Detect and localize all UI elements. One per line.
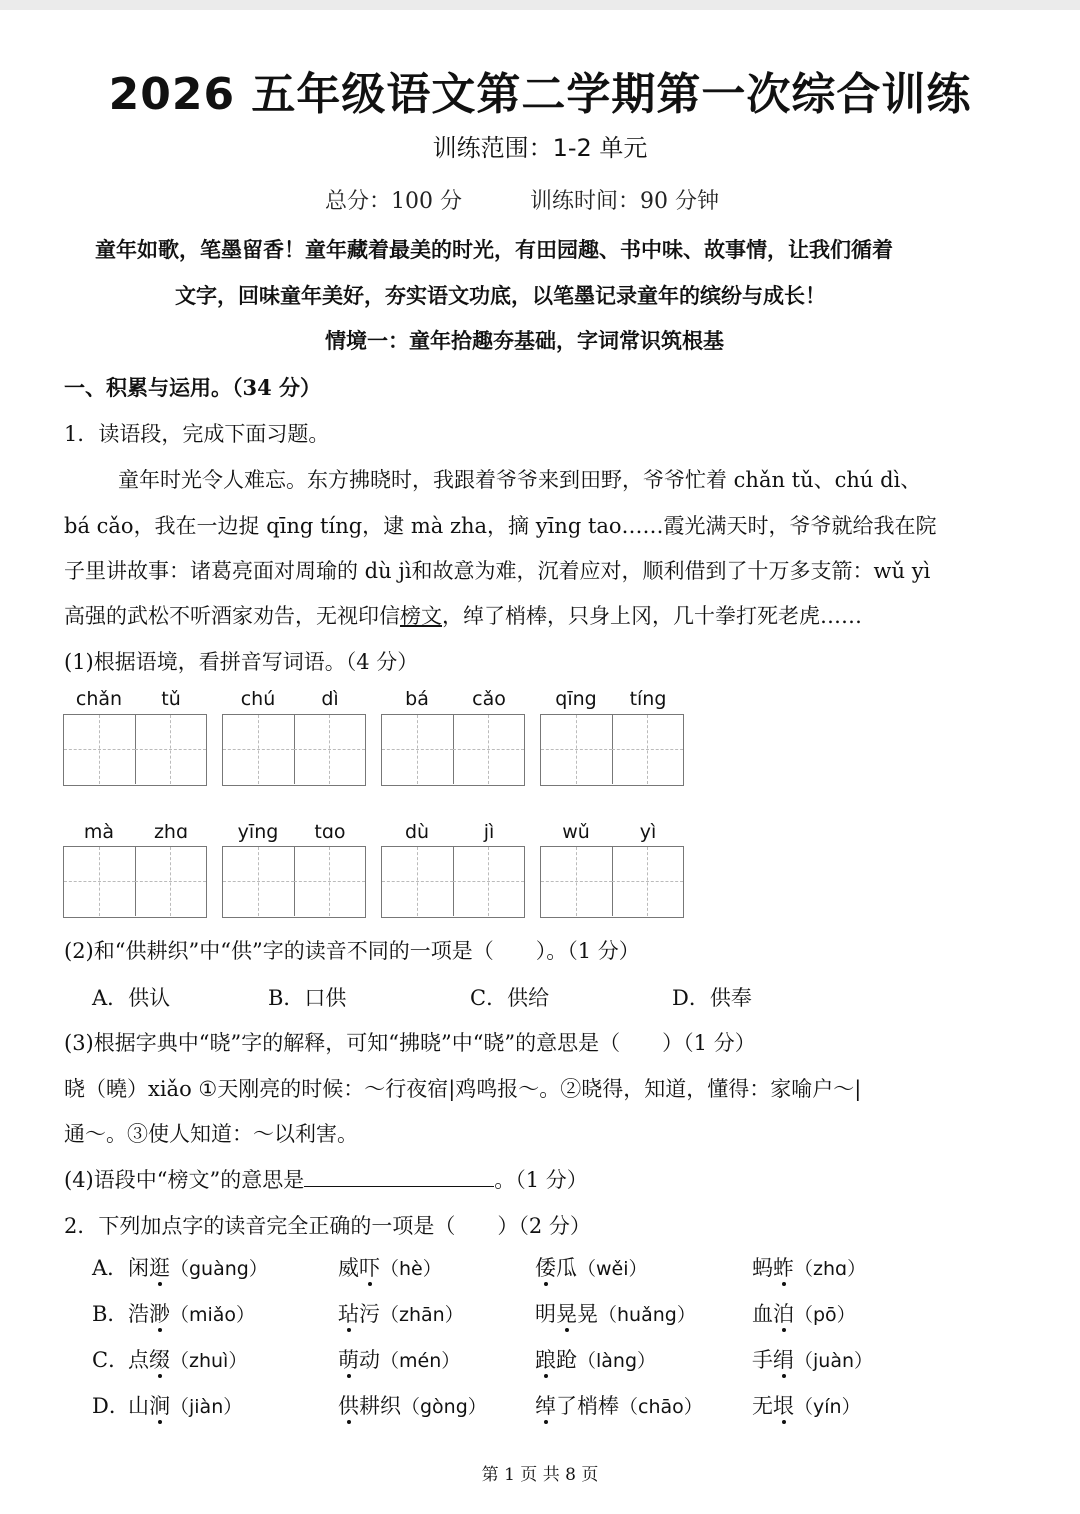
dotted-char: 逛	[149, 1256, 170, 1280]
writing-grid[interactable]	[63, 846, 207, 918]
dotted-char: 绢	[773, 1348, 794, 1372]
passage-line-1: 童年时光令人难忘。东方拂晓时，我跟着爷爷来到田野，爷爷忙着 chǎn tǔ、chú dì、	[118, 468, 922, 492]
pinyin-label: tɑo	[314, 821, 346, 843]
dotted-char: 涧	[149, 1394, 170, 1418]
word-item: 点缀（zhuì）	[128, 1348, 248, 1372]
intro-line-2: 文字，回味童年美好，夯实语文功底，以笔墨记录童年的缤纷与成长！	[175, 283, 826, 308]
grid-cell[interactable]	[294, 715, 365, 784]
pinyin-label: chú	[240, 688, 276, 710]
dictionary-line-2: 通～。③使人知道：～以利害。	[64, 1122, 358, 1146]
word-item: 绰了梢棒（chāo）	[535, 1394, 703, 1418]
pinyin-label: yì	[639, 821, 657, 843]
question-text: 。（1 分）	[494, 1168, 588, 1192]
dotted-char: 倭	[535, 1256, 556, 1280]
pinyin-reading: （zhān）	[380, 1304, 464, 1326]
dotted-char: 绰	[535, 1394, 556, 1418]
dictionary-line-1: 晓（曉）xiǎo ①天刚亮的时候：～行夜宿|鸡鸣报～。②晓得，知道，懂得：家喻户～|	[64, 1077, 862, 1101]
passage-line-4	[64, 600, 862, 630]
dotted-char: 蚱	[773, 1256, 794, 1280]
word-item: 明晃晃（huǎng）	[535, 1302, 696, 1326]
grid-cell[interactable]	[453, 715, 524, 784]
writing-grid[interactable]	[540, 714, 684, 786]
word-item: 手绢（juàn）	[752, 1348, 874, 1372]
situation-heading: 情境一：童年拾趣夯基础，字词常识筑根基	[325, 328, 724, 353]
dotted-char: 萌	[338, 1348, 359, 1372]
underlined-word: 榜文	[400, 604, 442, 628]
writing-grid[interactable]	[63, 714, 207, 786]
word-item: 威吓（hè）	[338, 1256, 442, 1280]
training-scope: 训练范围：1-2 单元	[432, 134, 648, 162]
pinyin-reading: （mén）	[380, 1350, 461, 1372]
dotted-char: 渺	[149, 1302, 170, 1326]
top-bar	[0, 0, 1080, 10]
word-item: 浩渺（miǎo）	[128, 1302, 256, 1326]
word-item: 闲逛（guàng）	[128, 1256, 268, 1280]
grid-cell[interactable]	[223, 847, 295, 916]
pinyin-reading: （gòng）	[401, 1396, 487, 1418]
option-label[interactable]: A．	[92, 1256, 129, 1280]
pinyin-label: jì	[483, 821, 495, 843]
pinyin-reading: （pō）	[794, 1304, 856, 1326]
writing-grid[interactable]	[381, 846, 525, 918]
dotted-char: 踉	[535, 1348, 556, 1372]
pinyin-label: wǔ	[562, 821, 590, 843]
dotted-char: 泊	[773, 1302, 794, 1326]
word-item: 倭瓜（wěi）	[535, 1256, 648, 1280]
pinyin-reading: （hè）	[380, 1258, 442, 1280]
grid-cell[interactable]	[64, 847, 136, 916]
pinyin-reading: （juàn）	[794, 1350, 874, 1372]
passage-line-3: 子里讲故事：诸葛亮面对周瑜的 dù jì和故意为难，沉着应对，顺利借到了十万多支箭：wǔ yì	[64, 559, 931, 583]
pinyin-label: tíng	[629, 688, 667, 710]
option-c[interactable]: C．供给	[470, 986, 550, 1010]
option-label[interactable]: C．	[92, 1348, 130, 1372]
question-2: 2．下列加点字的读音完全正确的一项是（ ）（2 分）	[64, 1214, 591, 1238]
pinyin-reading: （guàng）	[170, 1258, 268, 1280]
writing-grid[interactable]	[222, 846, 366, 918]
question-1-4	[64, 1164, 588, 1194]
passage-text: 高强的武松不听酒家劝告，无视印信	[64, 604, 400, 628]
word-item: 血泊（pō）	[752, 1302, 856, 1326]
writing-grid[interactable]	[540, 846, 684, 918]
option-b[interactable]: B．口供	[268, 986, 347, 1010]
question-1-1: (1)根据语境，看拼音写词语。（4 分）	[64, 650, 419, 674]
grid-cell[interactable]	[64, 715, 136, 784]
grid-cell[interactable]	[294, 847, 365, 916]
training-time: 训练时间：90 分钟	[530, 189, 719, 214]
grid-cell[interactable]	[382, 847, 454, 916]
total-score: 总分：100 分	[325, 189, 462, 214]
grid-cell[interactable]	[453, 847, 524, 916]
pinyin-reading: （jiàn）	[170, 1396, 243, 1418]
word-item: 玷污（zhān）	[338, 1302, 464, 1326]
word-item: 萌动（mén）	[338, 1348, 461, 1372]
grid-cell[interactable]	[135, 847, 206, 916]
pinyin-label: mà	[83, 821, 115, 843]
writing-grid[interactable]	[381, 714, 525, 786]
option-label[interactable]: B．	[92, 1302, 129, 1326]
word-item: 供耕织（gòng）	[338, 1394, 487, 1418]
question-1-2: (2)和“供耕织”中“供”字的读音不同的一项是（ ）。（1 分）	[64, 939, 640, 963]
passage-line-2: bá cǎo，我在一边捉 qīng tíng，逮 mà zha，摘 yīng tao……霞光满天时，爷爷就给我在院	[64, 514, 937, 538]
option-d[interactable]: D．供奉	[672, 986, 752, 1010]
pinyin-label: dì	[321, 688, 339, 710]
question-1: 1．读语段，完成下面习题。	[64, 422, 330, 446]
grid-cell[interactable]	[223, 715, 295, 784]
word-item: 无垠（yín）	[752, 1394, 861, 1418]
dotted-char: 吓	[359, 1256, 380, 1280]
passage-text: ，绰了梢棒，只身上冈，几十拳打死老虎……	[442, 604, 862, 628]
pinyin-reading: （làng）	[577, 1350, 657, 1372]
option-label[interactable]: D．	[92, 1394, 130, 1418]
pinyin-reading: （chāo）	[619, 1396, 703, 1418]
pinyin-label: tǔ	[161, 688, 181, 710]
question-1-3: (3)根据字典中“晓”字的解释，可知“拂晓”中“晓”的意思是（ ）（1 分）	[64, 1031, 756, 1055]
word-item: 蚂蚱（zhɑ）	[752, 1256, 867, 1280]
pinyin-label: cǎo	[472, 688, 506, 710]
pinyin-reading: （wěi）	[577, 1258, 648, 1280]
section-1-heading: 一、积累与运用。（34 分）	[64, 375, 322, 400]
grid-cell[interactable]	[382, 715, 454, 784]
grid-cell[interactable]	[612, 715, 683, 784]
pinyin-label: dù	[404, 821, 430, 843]
word-item: 踉跄（làng）	[535, 1348, 657, 1372]
writing-grid[interactable]	[222, 714, 366, 786]
grid-cell[interactable]	[135, 715, 206, 784]
pinyin-label: yīng	[237, 821, 279, 843]
pinyin-reading: （miǎo）	[170, 1304, 256, 1326]
option-a[interactable]: A．供认	[92, 986, 171, 1010]
grid-cell[interactable]	[612, 847, 683, 916]
pinyin-reading: （yín）	[794, 1396, 861, 1418]
pinyin-reading: （zhɑ）	[794, 1258, 867, 1280]
grid-cell[interactable]	[541, 847, 613, 916]
dotted-char: 晃	[556, 1302, 577, 1326]
intro-line-1: 童年如歌，笔墨留香！童年藏着最美的时光，有田园趣、书中味、故事情，让我们循着	[95, 237, 893, 262]
pinyin-label: qīng	[555, 688, 597, 710]
pinyin-label: bá	[405, 688, 429, 710]
grid-cell[interactable]	[541, 715, 613, 784]
page-title: 2026 五年级语文第二学期第一次综合训练	[108, 69, 972, 120]
answer-blank[interactable]	[304, 1166, 494, 1187]
pinyin-label: chǎn	[75, 688, 123, 710]
dotted-char: 垠	[773, 1394, 794, 1418]
pinyin-reading: （zhuì）	[170, 1350, 248, 1372]
word-item: 山涧（jiàn）	[128, 1394, 243, 1418]
page-footer: 第 1 页 共 8 页	[481, 1465, 599, 1485]
question-text: (4)语段中“榜文”的意思是	[64, 1168, 305, 1192]
dotted-char: 缀	[149, 1348, 170, 1372]
pinyin-label: zhɑ	[153, 821, 189, 843]
dotted-char: 玷	[338, 1302, 359, 1326]
dotted-char: 供	[338, 1394, 359, 1418]
pinyin-reading: （huǎng）	[598, 1304, 696, 1326]
